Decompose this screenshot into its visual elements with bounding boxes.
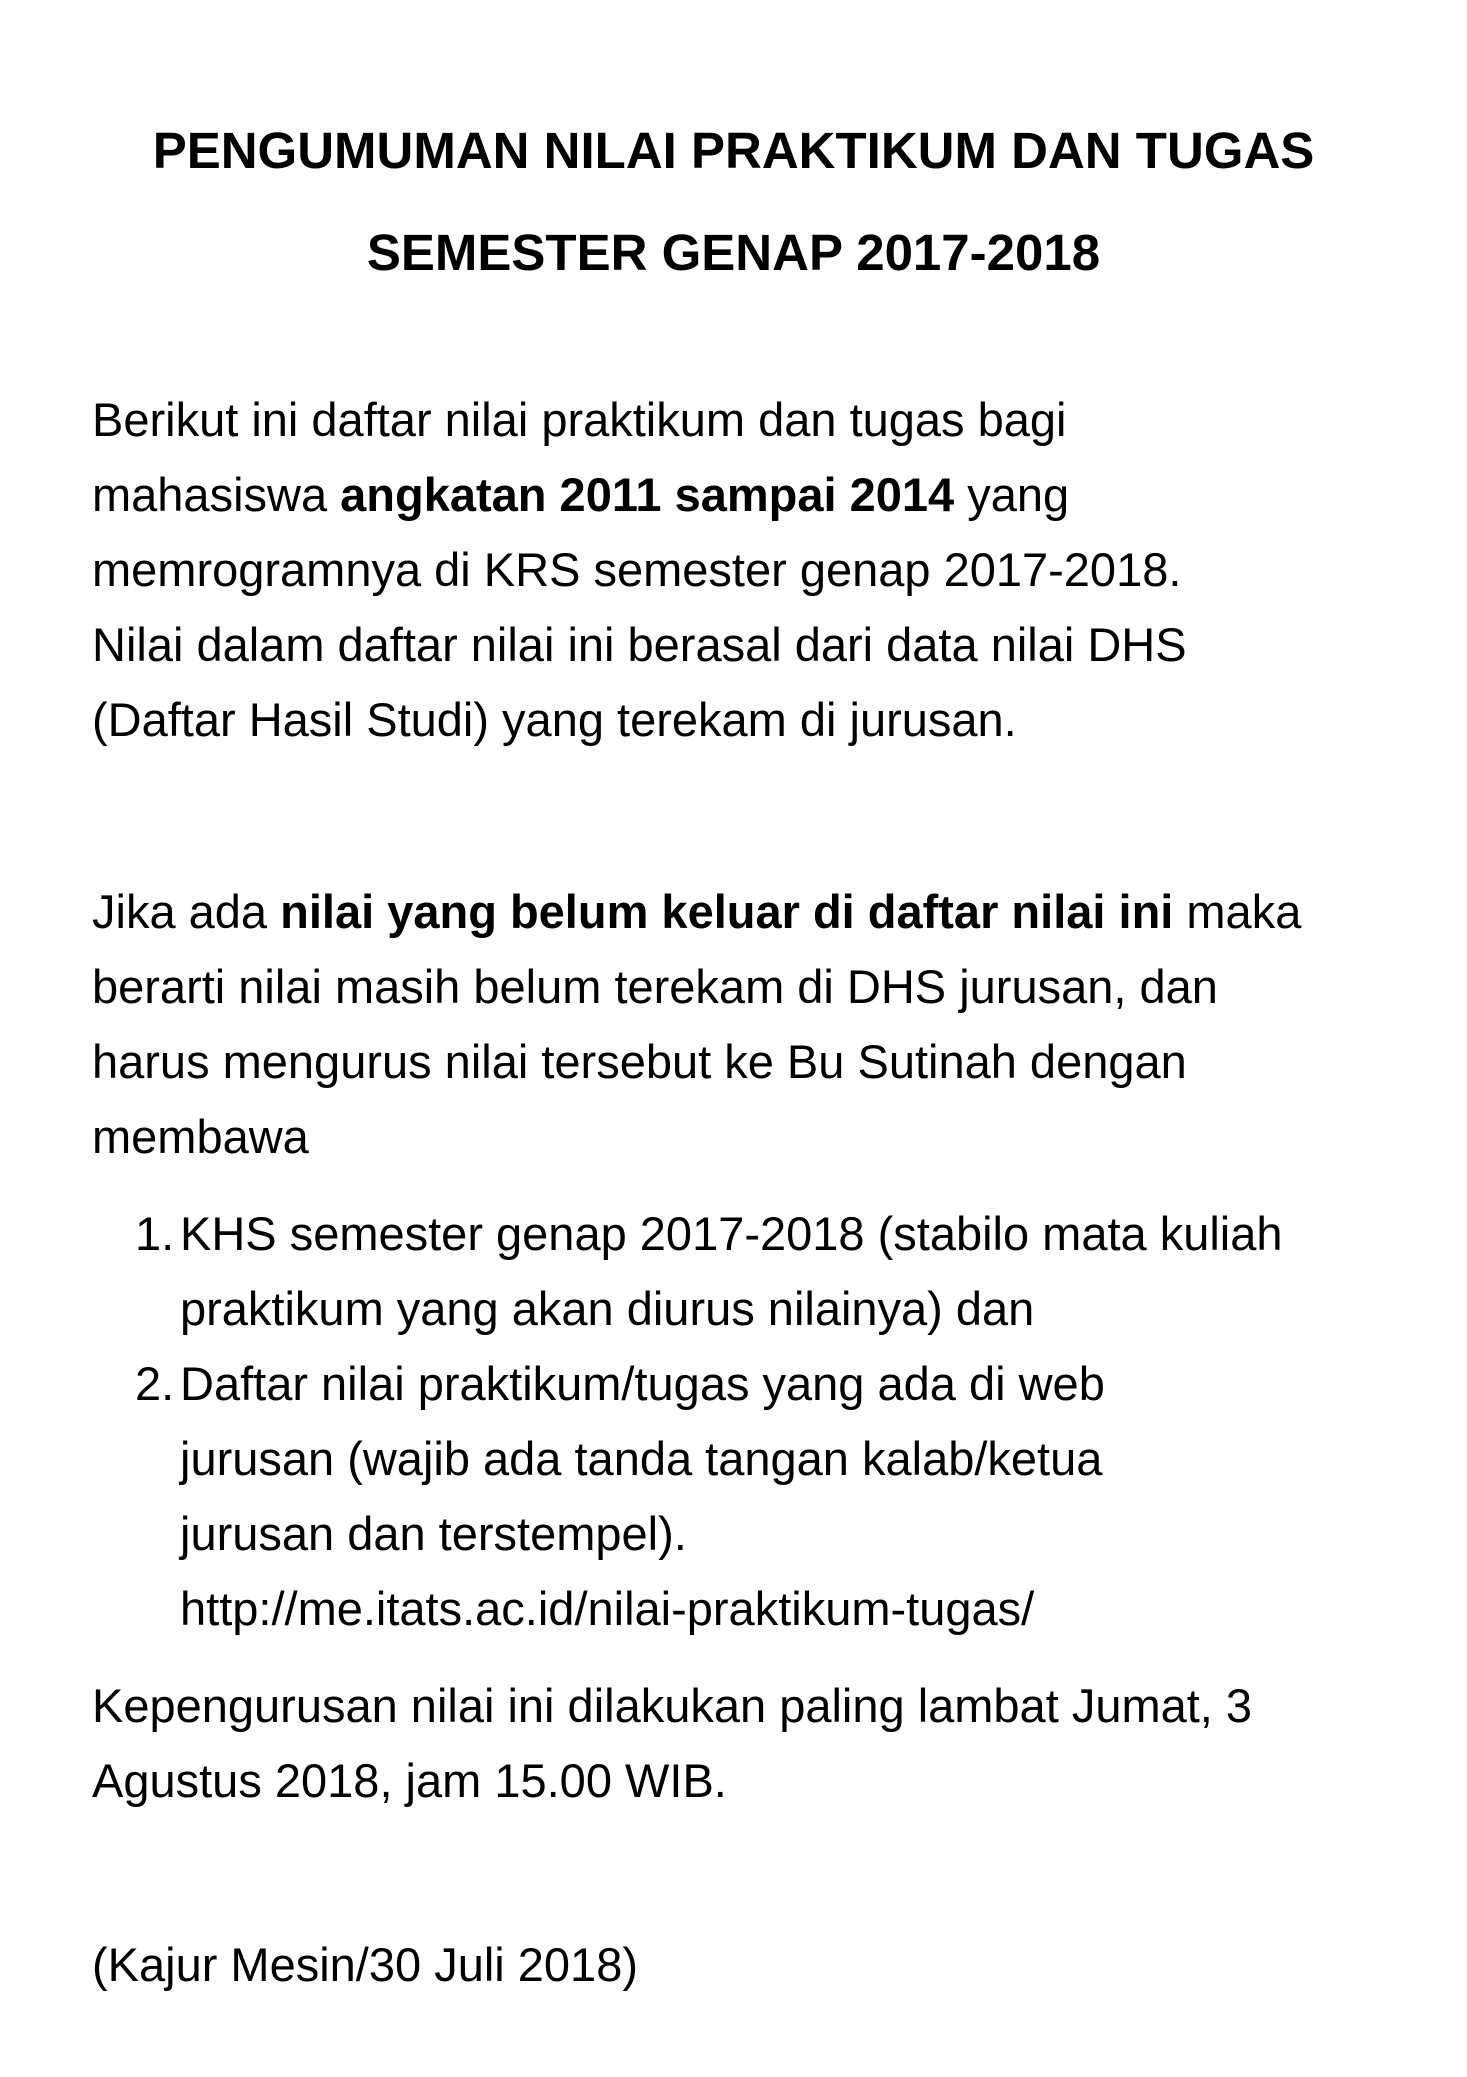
deadline-line-1: Kepengurusan nilai ini dilakukan paling lambat Jumat, 3	[92, 1679, 1253, 1732]
list-item	[135, 1346, 1283, 1646]
signature-text: (Kajur Mesin/30 Juli 2018)	[92, 1938, 638, 1991]
instruction-line-1-text: Jika ada	[92, 885, 281, 938]
instruction-line-1	[92, 874, 1301, 949]
signature	[92, 1927, 638, 2002]
intro-line-5: (Daftar Hasil Studi) yang terekam di jurusan.	[92, 693, 1017, 746]
list-item-line: Daftar nilai praktikum/tugas yang ada di web	[180, 1357, 1105, 1410]
list-item-line: KHS semester genap 2017-2018 (stabilo mata kuliah	[180, 1207, 1283, 1260]
intro-line-4: Nilai dalam daftar nilai ini berasal dari data nilai DHS	[92, 618, 1187, 671]
web-url: http://me.itats.ac.id/nilai-praktikum-tugas/	[180, 1582, 1035, 1635]
intro-line-1: Berikut ini daftar nilai praktikum dan tugas bagi	[92, 393, 1067, 446]
list-item-number: 1.	[135, 1207, 175, 1260]
list-item-text	[180, 1196, 1283, 1346]
instruction-paragraph	[92, 874, 1301, 1174]
list-item-text	[180, 1346, 1283, 1646]
list-item	[135, 1196, 1283, 1346]
list-item-line: praktikum yang akan diurus nilainya) dan	[180, 1282, 1035, 1335]
instruction-line-2: berarti nilai masih belum terekam di DHS jurusan, dan	[92, 960, 1218, 1013]
intro-line-2	[92, 457, 1187, 532]
intro-line-2-text: mahasiswa	[92, 468, 341, 521]
list-item-line: jurusan dan terstempel).	[180, 1507, 687, 1560]
instruction-line-1-emphasis: nilai yang belum keluar di daftar nilai ini	[280, 885, 1174, 938]
list-item-line: jurusan (wajib ada tanda tangan kalab/ketua	[180, 1432, 1103, 1485]
page-title	[92, 100, 1375, 304]
deadline-paragraph	[92, 1668, 1252, 1818]
deadline-line-2: Agustus 2018, jam 15.00 WIB.	[92, 1754, 727, 1807]
instruction-line-1-tail: maka	[1173, 885, 1302, 938]
instruction-line-4: membawa	[92, 1110, 309, 1163]
intro-line-2-emphasis: angkatan 2011 sampai 2014	[340, 468, 955, 521]
intro-paragraph	[92, 382, 1187, 757]
instruction-line-3: harus mengurus nilai tersebut ke Bu Sutinah dengan	[92, 1035, 1187, 1088]
list-item-number: 2.	[135, 1357, 175, 1410]
title-line-2: SEMESTER GENAP 2017-2018	[366, 224, 1101, 281]
intro-line-3: memrogramnya di KRS semester genap 2017-2018.	[92, 543, 1182, 596]
intro-line-2-tail: yang	[954, 468, 1070, 521]
title-line-1: PENGUMUMAN NILAI PRAKTIKUM DAN TUGAS	[152, 122, 1315, 179]
requirements-list	[135, 1196, 1283, 1646]
